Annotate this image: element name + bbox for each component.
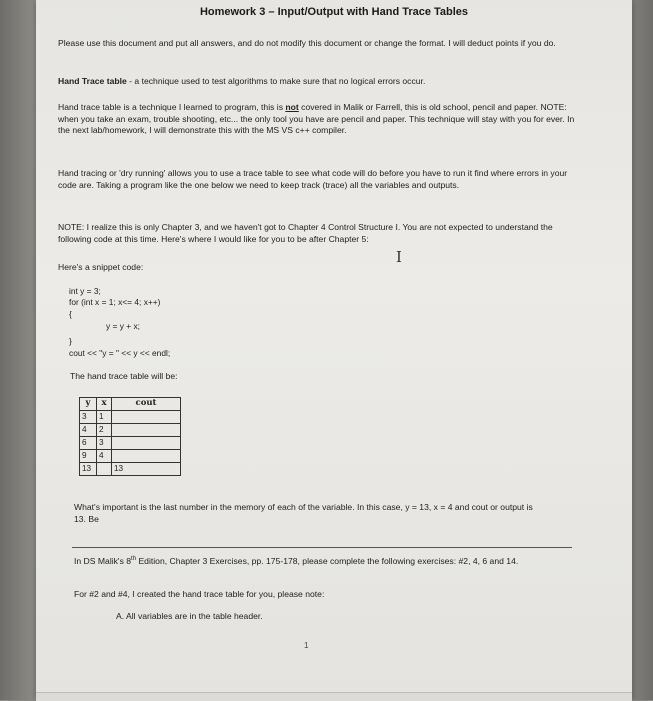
cell-cout [112, 437, 181, 450]
cell-x [97, 463, 112, 476]
for-note: For #2 and #4, I created the hand trace table for you, please note: [74, 589, 325, 599]
cell-cout: 13 [112, 463, 181, 476]
table-row [80, 463, 181, 476]
cell-cout [112, 424, 181, 437]
definition-term: Hand Trace table [58, 76, 127, 86]
code-line-6: cout << "y = " << y << endl; [69, 348, 171, 358]
header-cout: cout [112, 398, 181, 411]
code-line-1: int y = 3; [69, 286, 101, 296]
intro-paragraph: Please use this document and put all answers, and do not modify this document or change the format. I will deduct points if you do. [58, 38, 556, 48]
definition-paragraph [58, 76, 578, 88]
cell-cout [112, 450, 181, 463]
page-number: 1 [304, 641, 309, 650]
exercise-paragraph [74, 554, 554, 567]
table-row [80, 424, 181, 437]
cell-y: 4 [80, 424, 97, 437]
cell-x: 2 [97, 424, 112, 437]
document-page [36, 0, 632, 700]
cell-y: 9 [80, 450, 97, 463]
cell-x: 1 [97, 411, 112, 424]
para1-emphasis: not [285, 102, 299, 112]
cell-y: 6 [80, 437, 97, 450]
header-y: y [80, 398, 97, 411]
para1-after: covered in Malik or Farrell, this is old school, pencil and paper. NOTE: when you take an exam, trouble shooting, etc... the only tool you have are pencil and paper. This technique will stay with you for ever. In the next lab/homework, I will demonstrate this with the MS VS c++ compiler. [58, 102, 575, 135]
cell-x: 4 [97, 450, 112, 463]
code-line-5: } [69, 336, 72, 346]
exercise-sup: th [131, 556, 137, 562]
cell-y: 3 [80, 411, 97, 424]
cell-y: 13 [80, 463, 97, 476]
text-cursor-icon: I [396, 248, 402, 266]
exercise-before: In DS Malik's 8 [74, 555, 132, 566]
code-line-4: y = y + x; [106, 321, 140, 331]
trace-table-header [80, 398, 181, 411]
trace-intro: The hand trace table will be: [70, 371, 178, 381]
trace-table [79, 397, 181, 476]
hand-trace-paragraph [58, 102, 578, 137]
table-row [80, 450, 181, 463]
table-row [80, 437, 181, 450]
code-line-3: { [69, 309, 72, 319]
exercise-after: Edition, Chapter 3 Exercises, pp. 175-178, please complete the following exercises: #2, 4, 6 and 14. [136, 555, 519, 566]
para1-before: Hand trace table is a technique I learned to program, this is [58, 102, 286, 112]
snippet-label: Here's a snippet code: [58, 262, 144, 272]
code-line-2: for (int x = 1; x<= 4; x++) [69, 297, 161, 307]
definition-text: - a technique used to test algorithms to make sure that no logical errors occur. [126, 76, 426, 86]
table-row [80, 411, 181, 424]
cell-x: 3 [97, 437, 112, 450]
list-item-a: A. All variables are in the table header. [116, 611, 263, 621]
header-x: x [97, 398, 112, 411]
dry-running-paragraph: Hand tracing or 'dry running' allows you to use a trace table to see what code will do before you have to run it find where errors in your code are. Taking a program like the one below we need to keep track (trace) all the variables and outputs. [58, 168, 568, 190]
important-paragraph: What's important is the last number in the memory of each of the variable. In this case, y = 13, x = 4 and cout or output is 13. Be [74, 502, 533, 524]
note-paragraph: NOTE: I realize this is only Chapter 3, and we haven't got to Chapter 4 Control Structure I. You are not expected to understand the following code at this time. Here's where I would like for you to be after Chapter 5: [58, 222, 553, 244]
cell-cout [112, 411, 181, 424]
document-title: Homework 3 – Input/Output with Hand Trace Tables [199, 6, 469, 18]
section-divider [72, 547, 572, 548]
